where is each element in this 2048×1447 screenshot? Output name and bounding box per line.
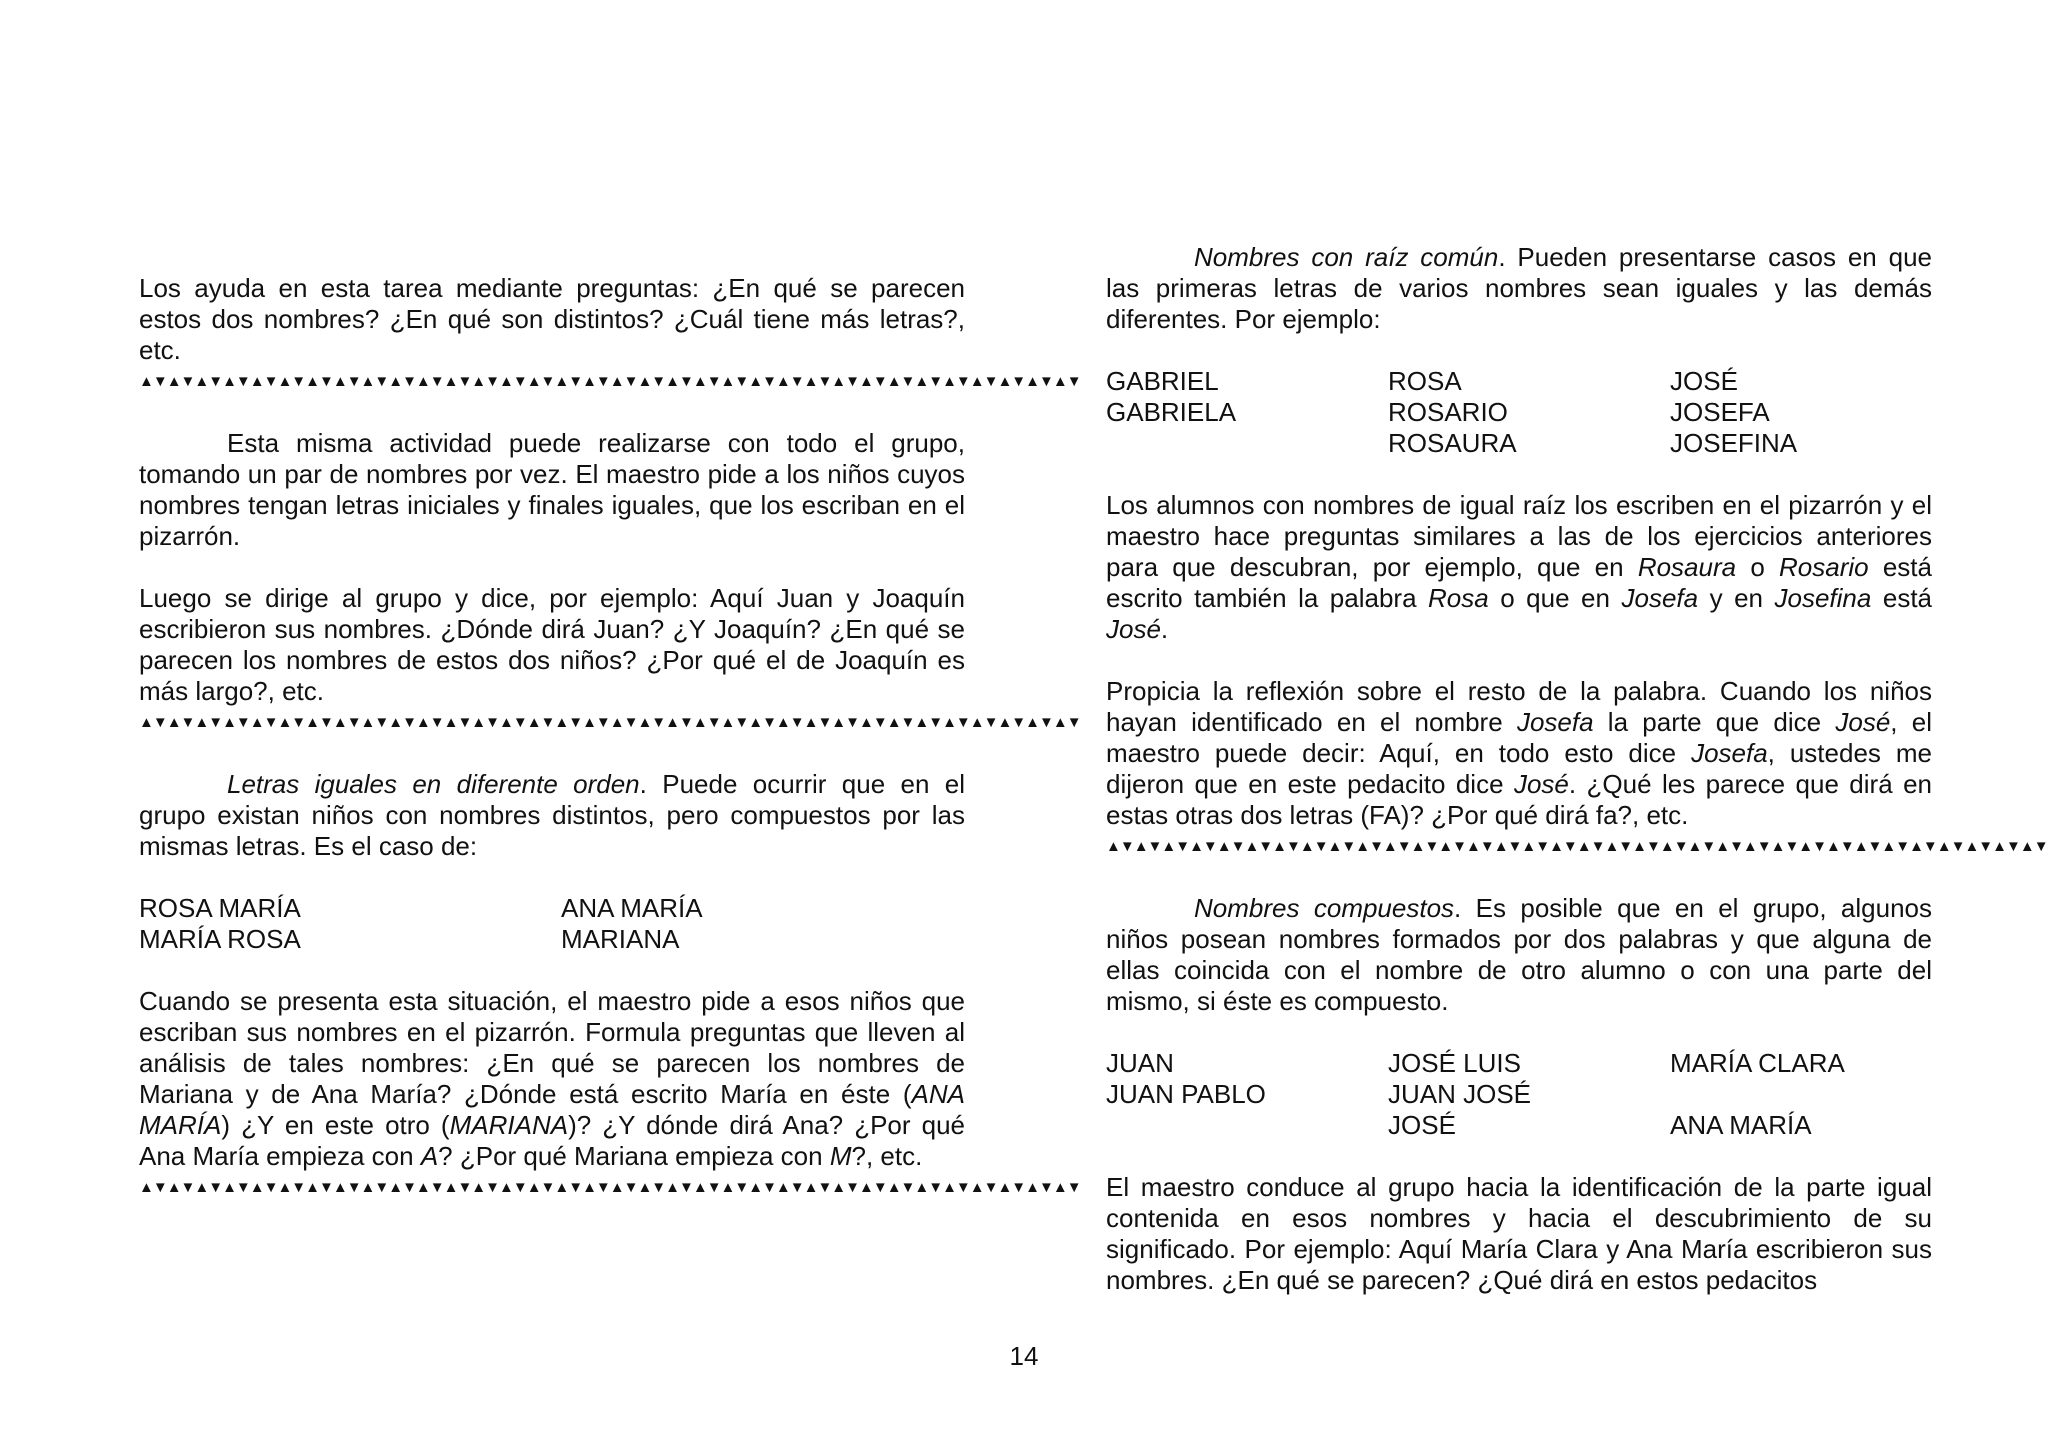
name: JUAN PABLO <box>1106 1079 1266 1109</box>
name-column <box>1388 366 1670 459</box>
name: GABRIEL <box>1106 366 1219 396</box>
triangle-divider: ▲▼▲▼▲▼▲▼▲▼▲▼▲▼▲▼▲▼▲▼▲▼▲▼▲▼▲▼▲▼▲▼▲▼▲▼▲▼▲▼▲▼▲▼▲▼▲▼▲▼▲▼▲▼▲▼▲▼▲▼▲▼▲▼▲▼▲▼ <box>1106 838 2048 855</box>
left-column <box>139 273 1081 1203</box>
name-column <box>1670 1048 1845 1141</box>
paragraph: Luego se dirige al grupo y dice, por ejemplo: Aquí Juan y Joaquín escribieron sus nombres. ¿Dónde dirá Juan? ¿Y Joaquín? ¿En qué se parecen los nombres de estos dos niños? ¿Por qué el de Joaquín es más largo?, etc. <box>139 583 965 706</box>
paragraph: Nombres con raíz común. Pueden presentarse casos en que las primeras letras de varios nombres sean iguales y las demás diferentes. Por ejemplo: <box>1106 242 1932 334</box>
name: ROSARIO <box>1388 397 1508 427</box>
name: JOSEFA <box>1670 397 1770 427</box>
name-column <box>1106 366 1388 459</box>
name: MARIANA <box>561 924 680 954</box>
name: JUAN <box>1106 1048 1174 1078</box>
name: ROSA MARÍA <box>139 893 301 923</box>
name <box>1106 428 1388 459</box>
paragraph: Cuando se presenta esta situación, el maestro pide a esos niños que escriban sus nombres en el pizarrón. Formula preguntas que lleven al análisis de tales nombres: ¿En qué se parecen los nombres de Mariana y de Ana María? ¿Dónde está escrito María en éste (ANA MARÍA) ¿Y en este otro (MARIANA)? ¿Y dónde dirá Ana? ¿Por qué Ana María empieza con A? ¿Por qué Mariana empieza con M?, etc. <box>139 986 965 1171</box>
name-column <box>1106 1048 1388 1141</box>
name: JOSÉ LUIS <box>1388 1048 1521 1078</box>
name: JOSÉ <box>1670 366 1738 396</box>
section-heading: Nombres con raíz común <box>1194 242 1499 272</box>
name-column <box>1388 1048 1670 1141</box>
name-column <box>139 893 561 955</box>
name: MARÍA ROSA <box>139 924 301 954</box>
paragraph: Nombres compuestos. Es posible que en el grupo, algunos niños posean nombres formados por dos palabras y que alguna de ellas coincida con el nombre de otro alumno o con una parte del mismo, si éste es compuesto. <box>1106 893 1932 1016</box>
triangle-divider: ▲▼▲▼▲▼▲▼▲▼▲▼▲▼▲▼▲▼▲▼▲▼▲▼▲▼▲▼▲▼▲▼▲▼▲▼▲▼▲▼▲▼▲▼▲▼▲▼▲▼▲▼▲▼▲▼▲▼▲▼▲▼▲▼▲▼▲▼ <box>139 714 1081 731</box>
triangle-divider: ▲▼▲▼▲▼▲▼▲▼▲▼▲▼▲▼▲▼▲▼▲▼▲▼▲▼▲▼▲▼▲▼▲▼▲▼▲▼▲▼▲▼▲▼▲▼▲▼▲▼▲▼▲▼▲▼▲▼▲▼▲▼▲▼▲▼▲▼ <box>139 373 1081 390</box>
name: ROSA <box>1388 366 1462 396</box>
name: ANA MARÍA <box>1670 1110 1812 1140</box>
name: ANA MARÍA <box>561 893 703 923</box>
name-list <box>1106 1048 1932 1141</box>
name <box>1106 1110 1388 1141</box>
name-column <box>1670 366 1797 459</box>
name: ROSAURA <box>1388 428 1517 458</box>
name-list <box>1106 366 1932 459</box>
name-column <box>561 893 703 955</box>
paragraph: El maestro conduce al grupo hacia la identificación de la parte igual contenida en esos nombres y hacia el descubrimiento de su significado. Por ejemplo: Aquí María Clara y Ana María escribieron sus nombres. ¿En qué se parecen? ¿Qué dirá en estos pedacitos <box>1106 1172 1932 1295</box>
section-heading: Letras iguales en diferente orden <box>227 769 640 799</box>
name-list <box>139 893 965 955</box>
name: JUAN JOSÉ <box>1388 1079 1532 1109</box>
name: MARÍA CLARA <box>1670 1048 1845 1078</box>
paragraph: Esta misma actividad puede realizarse con todo el grupo, tomando un par de nombres por vez. El maestro pide a los niños cuyos nombres tengan letras iniciales y finales iguales, que los escriban en el pizarrón. <box>139 428 965 551</box>
paragraph: Letras iguales en diferente orden. Puede ocurrir que en el grupo existan niños con nombres distintos, pero compuestos por las mismas letras. Es el caso de: <box>139 769 966 861</box>
name <box>1670 1079 1845 1110</box>
paragraph: Los alumnos con nombres de igual raíz los escriben en el pizarrón y el maestro hace preguntas similares a las de los ejercicios anteriores para que descubran, por ejemplo, que en Rosaura o Rosario está escrito también la palabra Rosa o que en Josefa y en Josefina está José. <box>1106 490 1932 644</box>
name: JOSÉ <box>1388 1110 1456 1140</box>
paragraph: Propicia la reflexión sobre el resto de la palabra. Cuando los niños hayan identificado en el nombre Josefa la parte que dice José, el maestro puede decir: Aquí, en todo esto dice Josefa, ustedes me dijeron que en este pedacito dice José. ¿Qué les parece que dirá en estas otras dos letras (FA)? ¿Por qué dirá fa?, etc. <box>1106 676 1933 830</box>
right-column <box>1106 242 2048 1296</box>
name: JOSEFINA <box>1670 428 1798 458</box>
triangle-divider: ▲▼▲▼▲▼▲▼▲▼▲▼▲▼▲▼▲▼▲▼▲▼▲▼▲▼▲▼▲▼▲▼▲▼▲▼▲▼▲▼▲▼▲▼▲▼▲▼▲▼▲▼▲▼▲▼▲▼▲▼▲▼▲▼▲▼▲▼ <box>139 1179 1081 1196</box>
paragraph: Los ayuda en esta tarea mediante preguntas: ¿En qué se parecen estos dos nombres? ¿En qué son distintos? ¿Cuál tiene más letras?, etc. <box>139 273 965 365</box>
page-number: 14 <box>1009 1341 1039 1371</box>
name: GABRIELA <box>1106 397 1237 427</box>
section-heading: Nombres compuestos <box>1194 893 1455 923</box>
